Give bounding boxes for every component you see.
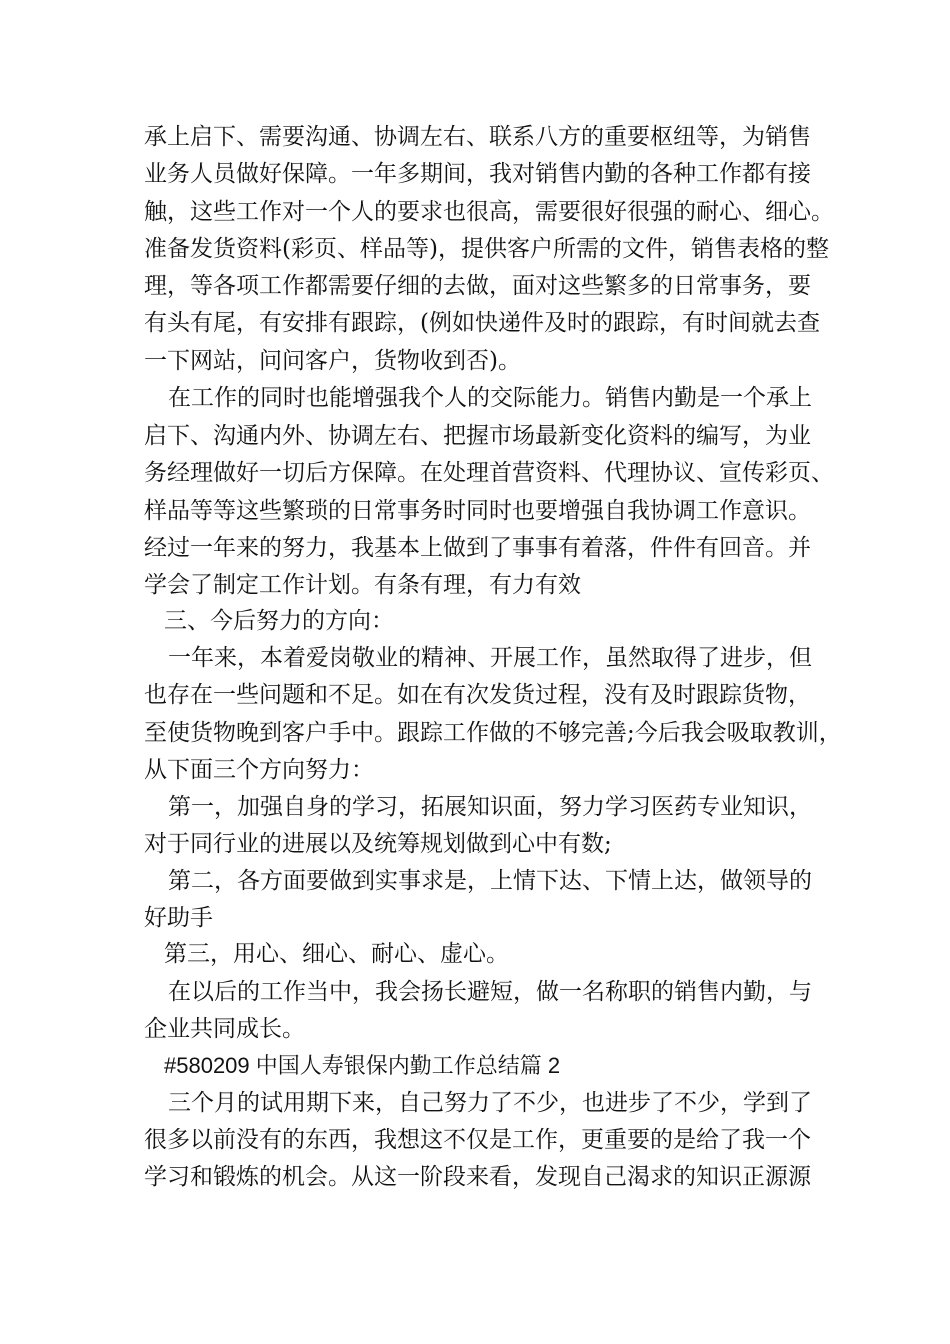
paragraph-line: 承上启下、需要沟通、协调左右、联系八方的重要枢纽等，为销售 — [144, 124, 811, 150]
paragraph-line: 在以后的工作当中，我会扬长避短，做一名称职的销售内勤，与 — [168, 979, 812, 1005]
paragraph-line: 启下、沟通内外、协调左右、把握市场最新变化资料的编写，为业 — [144, 423, 811, 449]
paragraph-line: 至使货物晚到客户手中。跟踪工作做的不够完善;今后我会吸取教训， — [144, 720, 842, 746]
paragraph-line: 在工作的同时也能增强我个人的交际能力。销售内勤是一个承上 — [168, 385, 812, 411]
paragraph-line: 业务人员做好保障。一年多期间，我对销售内勤的各种工作都有接 — [144, 161, 811, 187]
paragraph-line: 从下面三个方向努力： — [144, 757, 374, 783]
paragraph-line: 第二，各方面要做到实事求是，上情下达、下情上达，做领导的 — [168, 868, 812, 894]
paragraph-line: 企业共同成长。 — [144, 1016, 305, 1042]
section-heading: 三、今后努力的方向： — [164, 608, 394, 634]
paragraph-line: 第一，加强自身的学习，拓展知识面，努力学习医药专业知识， — [168, 794, 812, 820]
paragraph-line: 触，这些工作对一个人的要求也很高，需要很好很强的耐心、细心。 — [144, 199, 834, 225]
paragraph-line: 学习和锻炼的机会。从这一阶段来看，发现自己渴求的知识正源源 — [144, 1164, 811, 1190]
paragraph-line: 有头有尾，有安排有跟踪，(例如快递件及时的跟踪，有时间就去查 — [144, 310, 820, 336]
paragraph-line: 一下网站，问问客户，货物收到否)。 — [144, 348, 521, 374]
paragraph-line: 学会了制定工作计划。有条有理，有力有效 — [144, 572, 581, 598]
paragraph-line: 理，等各项工作都需要仔细的去做，面对这些繁多的日常事务，要 — [144, 273, 811, 299]
paragraph-line: 务经理做好一切后方保障。在处理首营资料、代理协议、宣传彩页、 — [144, 460, 834, 486]
paragraph-line: 一年来，本着爱岗敬业的精神、开展工作，虽然取得了进步，但 — [168, 645, 812, 671]
article-title: #580209 中国人寿银保内勤工作总结篇 2 — [164, 1053, 561, 1078]
paragraph-line: 也存在一些问题和不足。如在有次发货过程，没有及时跟踪货物， — [144, 682, 811, 708]
paragraph-line: 第三，用心、细心、耐心、虚心。 — [164, 941, 509, 967]
paragraph-line: 样品等等这些繁琐的日常事务时同时也要增强自我协调工作意识。 — [144, 498, 811, 524]
paragraph-line: 很多以前没有的东西，我想这不仅是工作，更重要的是给了我一个 — [144, 1127, 811, 1153]
paragraph-line: 好助手 — [144, 905, 213, 931]
paragraph-line: 经过一年来的努力，我基本上做到了事事有着落，件件有回音。并 — [144, 535, 811, 561]
paragraph-line: 准备发货资料(彩页、样品等)，提供客户所需的文件，销售表格的整 — [144, 236, 829, 262]
paragraph-line: 三个月的试用期下来，自己努力了不少，也进步了不少，学到了 — [168, 1090, 812, 1116]
paragraph-line: 对于同行业的进展以及统筹规划做到心中有数; — [144, 831, 612, 857]
